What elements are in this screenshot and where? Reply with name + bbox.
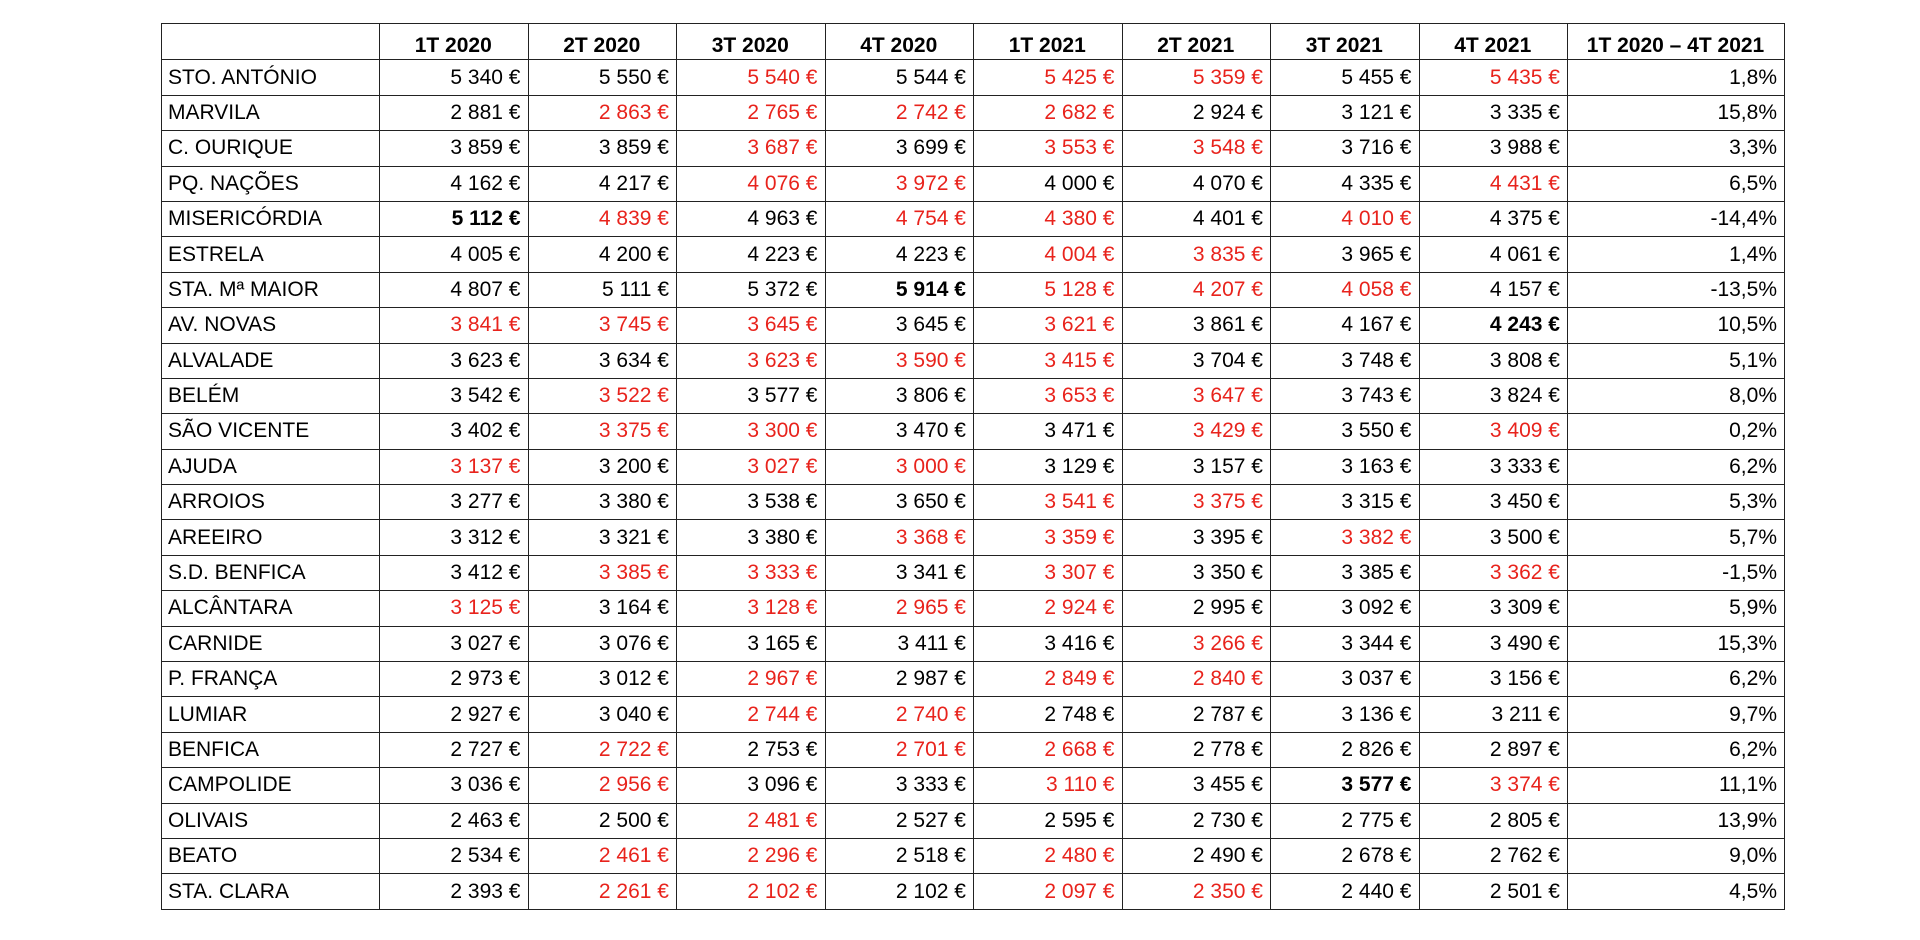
price-cell: 3 411 € xyxy=(825,626,974,661)
price-cell: 3 645 € xyxy=(825,308,974,343)
parish-name-cell: STA. CLARA xyxy=(162,874,380,909)
table-row xyxy=(162,272,1785,307)
table-row xyxy=(162,662,1785,697)
price-cell: 3 687 € xyxy=(677,131,826,166)
parish-name-cell: LUMIAR xyxy=(162,697,380,732)
table-row xyxy=(162,308,1785,343)
price-cell: 2 881 € xyxy=(380,95,529,130)
price-cell: 3 553 € xyxy=(974,131,1123,166)
change-percent-cell: 13,9% xyxy=(1568,803,1785,838)
price-cell: 3 164 € xyxy=(528,591,677,626)
price-cell: 3 027 € xyxy=(677,449,826,484)
table-row xyxy=(162,95,1785,130)
price-cell: 2 500 € xyxy=(528,803,677,838)
price-cell: 3 859 € xyxy=(528,131,677,166)
price-cell: 3 704 € xyxy=(1122,343,1271,378)
header-3t-2020: 3T 2020 xyxy=(677,24,826,60)
table-row xyxy=(162,555,1785,590)
price-cell: 3 409 € xyxy=(1419,414,1568,449)
price-cell: 3 012 € xyxy=(528,662,677,697)
header-2t-2021: 2T 2021 xyxy=(1122,24,1271,60)
parish-name-cell: BENFICA xyxy=(162,732,380,767)
change-percent-cell: 1,4% xyxy=(1568,237,1785,272)
price-cell: 2 501 € xyxy=(1419,874,1568,909)
table-row xyxy=(162,449,1785,484)
price-cell: 4 061 € xyxy=(1419,237,1568,272)
price-cell: 2 762 € xyxy=(1419,838,1568,873)
change-percent-cell: -13,5% xyxy=(1568,272,1785,307)
price-cell: 2 461 € xyxy=(528,838,677,873)
header-change: 1T 2020 – 4T 2021 xyxy=(1568,24,1785,60)
header-4t-2021: 4T 2021 xyxy=(1419,24,1568,60)
table-row xyxy=(162,520,1785,555)
price-cell: 2 518 € xyxy=(825,838,974,873)
price-cell: 3 350 € xyxy=(1122,555,1271,590)
change-percent-cell: 5,7% xyxy=(1568,520,1785,555)
change-percent-cell: 10,5% xyxy=(1568,308,1785,343)
price-cell: 3 861 € xyxy=(1122,308,1271,343)
table-row xyxy=(162,732,1785,767)
price-cell: 2 261 € xyxy=(528,874,677,909)
parish-name-cell: CAMPOLIDE xyxy=(162,768,380,803)
price-cell: 3 375 € xyxy=(1122,485,1271,520)
price-cell: 3 541 € xyxy=(974,485,1123,520)
price-cell: 5 359 € xyxy=(1122,60,1271,95)
price-cell: 3 385 € xyxy=(528,555,677,590)
price-cell: 2 102 € xyxy=(677,874,826,909)
price-cell: 4 807 € xyxy=(380,272,529,307)
price-cell: 3 096 € xyxy=(677,768,826,803)
price-cell: 2 730 € xyxy=(1122,803,1271,838)
price-cell: 3 412 € xyxy=(380,555,529,590)
price-cell: 3 577 € xyxy=(1271,768,1420,803)
header-2t-2020: 2T 2020 xyxy=(528,24,677,60)
price-cell: 3 450 € xyxy=(1419,485,1568,520)
price-cell: 5 455 € xyxy=(1271,60,1420,95)
price-cell: 3 972 € xyxy=(825,166,974,201)
price-cell: 2 924 € xyxy=(974,591,1123,626)
table-row xyxy=(162,237,1785,272)
price-cell: 2 863 € xyxy=(528,95,677,130)
price-cell: 2 805 € xyxy=(1419,803,1568,838)
price-cell: 4 223 € xyxy=(825,237,974,272)
price-cell: 4 157 € xyxy=(1419,272,1568,307)
parish-name-cell: CARNIDE xyxy=(162,626,380,661)
price-cell: 3 645 € xyxy=(677,308,826,343)
parish-name-cell: STO. ANTÓNIO xyxy=(162,60,380,95)
parish-name-cell: MISERICÓRDIA xyxy=(162,201,380,236)
price-cell: 4 058 € xyxy=(1271,272,1420,307)
price-cell: 2 595 € xyxy=(974,803,1123,838)
price-cell: 5 128 € xyxy=(974,272,1123,307)
price-cell: 3 266 € xyxy=(1122,626,1271,661)
price-cell: 2 682 € xyxy=(974,95,1123,130)
change-percent-cell: 3,3% xyxy=(1568,131,1785,166)
price-cell: 4 005 € xyxy=(380,237,529,272)
price-cell: 3 500 € xyxy=(1419,520,1568,555)
parish-name-cell: AV. NOVAS xyxy=(162,308,380,343)
price-cell: 4 167 € xyxy=(1271,308,1420,343)
parish-name-cell: BELÉM xyxy=(162,378,380,413)
parish-name-cell: OLIVAIS xyxy=(162,803,380,838)
price-cell: 3 385 € xyxy=(1271,555,1420,590)
change-percent-cell: 6,2% xyxy=(1568,732,1785,767)
price-cell: 5 550 € xyxy=(528,60,677,95)
price-cell: 5 372 € xyxy=(677,272,826,307)
header-1t-2020: 1T 2020 xyxy=(380,24,529,60)
table-row xyxy=(162,201,1785,236)
price-cell: 3 429 € xyxy=(1122,414,1271,449)
price-cell: 3 808 € xyxy=(1419,343,1568,378)
price-cell: 3 344 € xyxy=(1271,626,1420,661)
price-cell: 2 965 € xyxy=(825,591,974,626)
change-percent-cell: -14,4% xyxy=(1568,201,1785,236)
price-cell: 5 914 € xyxy=(825,272,974,307)
price-cell: 3 374 € xyxy=(1419,768,1568,803)
price-cell: 2 350 € xyxy=(1122,874,1271,909)
price-cell: 3 538 € xyxy=(677,485,826,520)
price-table-container xyxy=(161,23,1785,910)
price-cell: 4 200 € xyxy=(528,237,677,272)
table-body xyxy=(162,60,1785,909)
table-row xyxy=(162,838,1785,873)
price-cell: 2 722 € xyxy=(528,732,677,767)
price-cell: 2 995 € xyxy=(1122,591,1271,626)
change-percent-cell: 6,2% xyxy=(1568,449,1785,484)
price-cell: 2 753 € xyxy=(677,732,826,767)
price-cell: 3 300 € xyxy=(677,414,826,449)
price-cell: 4 401 € xyxy=(1122,201,1271,236)
price-cell: 3 157 € xyxy=(1122,449,1271,484)
change-percent-cell: 9,0% xyxy=(1568,838,1785,873)
price-cell: 4 162 € xyxy=(380,166,529,201)
parish-name-cell: ALVALADE xyxy=(162,343,380,378)
price-cell: 3 402 € xyxy=(380,414,529,449)
price-cell: 3 470 € xyxy=(825,414,974,449)
price-cell: 3 375 € xyxy=(528,414,677,449)
price-cell: 3 333 € xyxy=(825,768,974,803)
price-cell: 3 027 € xyxy=(380,626,529,661)
price-cell: 2 440 € xyxy=(1271,874,1420,909)
price-cell: 3 362 € xyxy=(1419,555,1568,590)
table-row xyxy=(162,768,1785,803)
price-cell: 2 463 € xyxy=(380,803,529,838)
change-percent-cell: 5,1% xyxy=(1568,343,1785,378)
price-cell: 2 668 € xyxy=(974,732,1123,767)
table-row xyxy=(162,591,1785,626)
table-row xyxy=(162,166,1785,201)
price-cell: 2 927 € xyxy=(380,697,529,732)
price-cell: 4 754 € xyxy=(825,201,974,236)
price-cell: 2 742 € xyxy=(825,95,974,130)
parish-name-cell: AJUDA xyxy=(162,449,380,484)
parish-name-cell: SÃO VICENTE xyxy=(162,414,380,449)
price-cell: 3 200 € xyxy=(528,449,677,484)
price-cell: 4 380 € xyxy=(974,201,1123,236)
price-cell: 3 455 € xyxy=(1122,768,1271,803)
price-cell: 3 040 € xyxy=(528,697,677,732)
price-cell: 3 841 € xyxy=(380,308,529,343)
table-row xyxy=(162,343,1785,378)
price-cell: 3 542 € xyxy=(380,378,529,413)
price-cell: 3 341 € xyxy=(825,555,974,590)
price-cell: 3 380 € xyxy=(528,485,677,520)
parish-name-cell: BEATO xyxy=(162,838,380,873)
header-4t-2020: 4T 2020 xyxy=(825,24,974,60)
price-cell: 2 748 € xyxy=(974,697,1123,732)
price-cell: 4 004 € xyxy=(974,237,1123,272)
table-row xyxy=(162,378,1785,413)
price-cell: 4 076 € xyxy=(677,166,826,201)
price-cell: 2 973 € xyxy=(380,662,529,697)
price-cell: 2 102 € xyxy=(825,874,974,909)
price-cell: 3 136 € xyxy=(1271,697,1420,732)
price-cell: 2 744 € xyxy=(677,697,826,732)
price-cell: 3 037 € xyxy=(1271,662,1420,697)
price-cell: 2 534 € xyxy=(380,838,529,873)
price-cell: 3 277 € xyxy=(380,485,529,520)
change-percent-cell: 8,0% xyxy=(1568,378,1785,413)
price-cell: 2 480 € xyxy=(974,838,1123,873)
parish-name-cell: P. FRANÇA xyxy=(162,662,380,697)
price-cell: 4 963 € xyxy=(677,201,826,236)
price-cell: 5 435 € xyxy=(1419,60,1568,95)
price-cell: 3 000 € xyxy=(825,449,974,484)
price-cell: 3 621 € xyxy=(974,308,1123,343)
table-row xyxy=(162,803,1785,838)
change-percent-cell: 6,5% xyxy=(1568,166,1785,201)
price-cell: 5 544 € xyxy=(825,60,974,95)
price-cell: 5 540 € xyxy=(677,60,826,95)
price-cell: 3 415 € xyxy=(974,343,1123,378)
price-cell: 5 111 € xyxy=(528,272,677,307)
change-percent-cell: 5,3% xyxy=(1568,485,1785,520)
price-cell: 4 839 € xyxy=(528,201,677,236)
price-cell: 2 775 € xyxy=(1271,803,1420,838)
price-cell: 4 243 € xyxy=(1419,308,1568,343)
price-cell: 2 826 € xyxy=(1271,732,1420,767)
price-cell: 3 548 € xyxy=(1122,131,1271,166)
parish-name-cell: S.D. BENFICA xyxy=(162,555,380,590)
price-cell: 2 727 € xyxy=(380,732,529,767)
price-cell: 5 112 € xyxy=(380,201,529,236)
change-percent-cell: -1,5% xyxy=(1568,555,1785,590)
price-cell: 3 577 € xyxy=(677,378,826,413)
parish-name-cell: STA. Mª MAIOR xyxy=(162,272,380,307)
price-cell: 3 368 € xyxy=(825,520,974,555)
price-cell: 3 988 € xyxy=(1419,131,1568,166)
price-cell: 3 128 € xyxy=(677,591,826,626)
price-cell: 4 335 € xyxy=(1271,166,1420,201)
price-cell: 3 824 € xyxy=(1419,378,1568,413)
price-cell: 3 647 € xyxy=(1122,378,1271,413)
price-cell: 3 380 € xyxy=(677,520,826,555)
price-cell: 3 110 € xyxy=(974,768,1123,803)
price-cell: 3 321 € xyxy=(528,520,677,555)
price-table xyxy=(161,23,1785,910)
price-cell: 5 340 € xyxy=(380,60,529,95)
price-cell: 3 623 € xyxy=(677,343,826,378)
parish-name-cell: MARVILA xyxy=(162,95,380,130)
price-cell: 3 416 € xyxy=(974,626,1123,661)
price-cell: 2 765 € xyxy=(677,95,826,130)
parish-name-cell: C. OURIQUE xyxy=(162,131,380,166)
parish-name-cell: ESTRELA xyxy=(162,237,380,272)
price-cell: 3 743 € xyxy=(1271,378,1420,413)
price-cell: 2 296 € xyxy=(677,838,826,873)
change-percent-cell: 5,9% xyxy=(1568,591,1785,626)
price-cell: 3 745 € xyxy=(528,308,677,343)
header-1t-2021: 1T 2021 xyxy=(974,24,1123,60)
price-cell: 2 527 € xyxy=(825,803,974,838)
price-cell: 3 623 € xyxy=(380,343,529,378)
price-cell: 2 740 € xyxy=(825,697,974,732)
price-cell: 3 125 € xyxy=(380,591,529,626)
price-cell: 4 000 € xyxy=(974,166,1123,201)
price-cell: 3 137 € xyxy=(380,449,529,484)
price-cell: 4 207 € xyxy=(1122,272,1271,307)
change-percent-cell: 6,2% xyxy=(1568,662,1785,697)
change-percent-cell: 9,7% xyxy=(1568,697,1785,732)
price-cell: 3 382 € xyxy=(1271,520,1420,555)
change-percent-cell: 15,8% xyxy=(1568,95,1785,130)
change-percent-cell: 11,1% xyxy=(1568,768,1785,803)
price-cell: 3 650 € xyxy=(825,485,974,520)
price-cell: 3 076 € xyxy=(528,626,677,661)
price-cell: 3 163 € xyxy=(1271,449,1420,484)
price-cell: 3 550 € xyxy=(1271,414,1420,449)
price-cell: 4 070 € xyxy=(1122,166,1271,201)
price-cell: 3 335 € xyxy=(1419,95,1568,130)
table-row xyxy=(162,626,1785,661)
price-cell: 3 333 € xyxy=(1419,449,1568,484)
price-cell: 3 395 € xyxy=(1122,520,1271,555)
price-cell: 3 716 € xyxy=(1271,131,1420,166)
price-cell: 2 849 € xyxy=(974,662,1123,697)
price-cell: 3 309 € xyxy=(1419,591,1568,626)
price-cell: 3 806 € xyxy=(825,378,974,413)
price-cell: 3 471 € xyxy=(974,414,1123,449)
price-cell: 3 699 € xyxy=(825,131,974,166)
price-cell: 2 778 € xyxy=(1122,732,1271,767)
price-cell: 3 156 € xyxy=(1419,662,1568,697)
price-cell: 2 490 € xyxy=(1122,838,1271,873)
price-cell: 3 490 € xyxy=(1419,626,1568,661)
price-cell: 4 431 € xyxy=(1419,166,1568,201)
price-cell: 3 036 € xyxy=(380,768,529,803)
table-row xyxy=(162,485,1785,520)
price-cell: 2 897 € xyxy=(1419,732,1568,767)
price-cell: 3 653 € xyxy=(974,378,1123,413)
price-cell: 4 217 € xyxy=(528,166,677,201)
price-cell: 2 840 € xyxy=(1122,662,1271,697)
price-cell: 2 787 € xyxy=(1122,697,1271,732)
price-cell: 3 859 € xyxy=(380,131,529,166)
price-cell: 3 359 € xyxy=(974,520,1123,555)
price-cell: 2 393 € xyxy=(380,874,529,909)
price-cell: 4 223 € xyxy=(677,237,826,272)
price-cell: 2 987 € xyxy=(825,662,974,697)
price-cell: 3 129 € xyxy=(974,449,1123,484)
table-row xyxy=(162,874,1785,909)
price-cell: 3 307 € xyxy=(974,555,1123,590)
table-row xyxy=(162,414,1785,449)
header-row xyxy=(162,24,1785,60)
table-row xyxy=(162,131,1785,166)
parish-name-cell: ALCÂNTARA xyxy=(162,591,380,626)
price-cell: 2 924 € xyxy=(1122,95,1271,130)
price-cell: 2 097 € xyxy=(974,874,1123,909)
price-cell: 3 965 € xyxy=(1271,237,1420,272)
price-cell: 4 010 € xyxy=(1271,201,1420,236)
price-cell: 3 522 € xyxy=(528,378,677,413)
price-cell: 2 701 € xyxy=(825,732,974,767)
price-cell: 2 481 € xyxy=(677,803,826,838)
price-cell: 3 092 € xyxy=(1271,591,1420,626)
change-percent-cell: 0,2% xyxy=(1568,414,1785,449)
price-cell: 2 956 € xyxy=(528,768,677,803)
header-3t-2021: 3T 2021 xyxy=(1271,24,1420,60)
price-cell: 3 312 € xyxy=(380,520,529,555)
table-row xyxy=(162,697,1785,732)
change-percent-cell: 1,8% xyxy=(1568,60,1785,95)
price-cell: 2 967 € xyxy=(677,662,826,697)
table-row xyxy=(162,60,1785,95)
price-cell: 3 835 € xyxy=(1122,237,1271,272)
price-cell: 3 333 € xyxy=(677,555,826,590)
price-cell: 3 748 € xyxy=(1271,343,1420,378)
price-cell: 5 425 € xyxy=(974,60,1123,95)
price-cell: 3 165 € xyxy=(677,626,826,661)
price-cell: 3 121 € xyxy=(1271,95,1420,130)
price-cell: 3 590 € xyxy=(825,343,974,378)
price-cell: 3 315 € xyxy=(1271,485,1420,520)
price-cell: 4 375 € xyxy=(1419,201,1568,236)
change-percent-cell: 15,3% xyxy=(1568,626,1785,661)
price-cell: 3 634 € xyxy=(528,343,677,378)
price-cell: 3 211 € xyxy=(1419,697,1568,732)
header-corner xyxy=(162,24,380,60)
price-cell: 2 678 € xyxy=(1271,838,1420,873)
change-percent-cell: 4,5% xyxy=(1568,874,1785,909)
parish-name-cell: AREEIRO xyxy=(162,520,380,555)
parish-name-cell: ARROIOS xyxy=(162,485,380,520)
parish-name-cell: PQ. NAÇÕES xyxy=(162,166,380,201)
